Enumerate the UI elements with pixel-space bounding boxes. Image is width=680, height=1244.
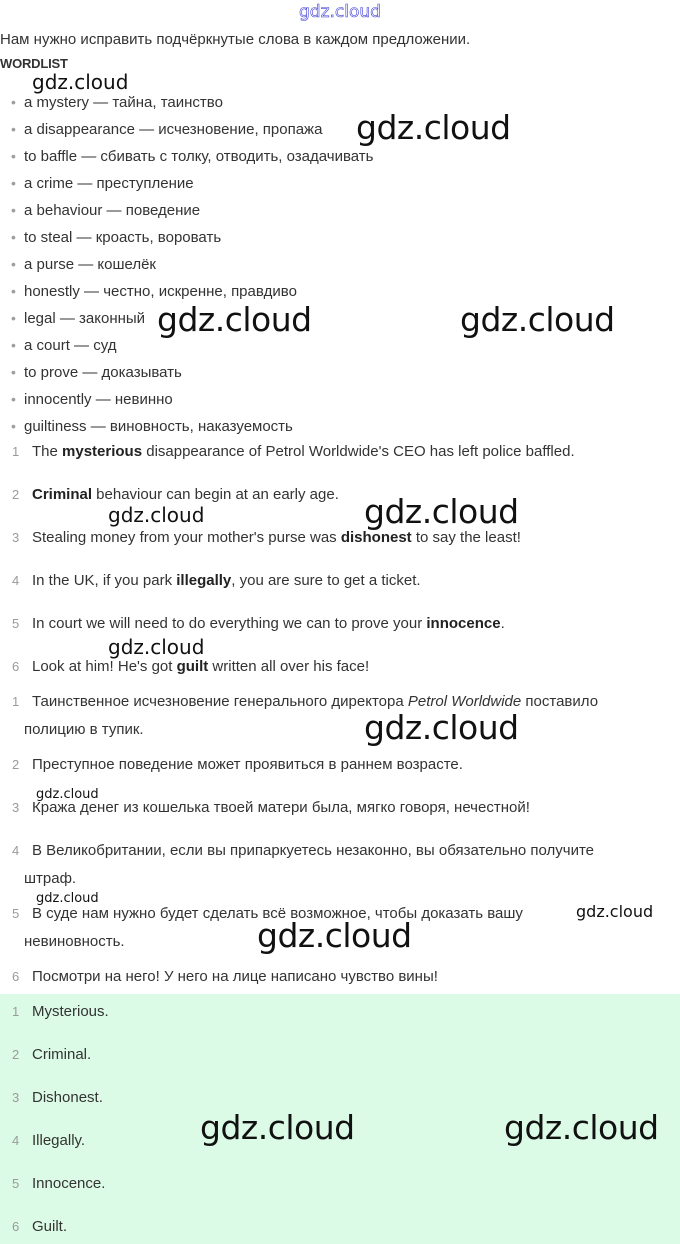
translation-text: В суде нам нужно будет сделать всё возможное, чтобы доказать вашу [32, 905, 523, 922]
sentence-item [0, 441, 680, 463]
sentence-text: The mysterious disappearance of Petrol Worldwide's CEO has left police baffled. [32, 443, 575, 460]
translation-item [0, 797, 680, 819]
translation-number: 1 [12, 694, 20, 709]
corrected-word: illegally [176, 572, 232, 589]
answer-item [0, 1173, 680, 1195]
watermark: gdz.cloud [257, 916, 412, 955]
answer-text: Illegally. [32, 1132, 86, 1149]
translation-number: 3 [12, 800, 20, 815]
bullet-icon: • [11, 391, 16, 407]
bullet-icon: • [11, 229, 16, 245]
answer-item [0, 1001, 680, 1023]
wordlist-item [0, 251, 680, 278]
watermark: gdz.cloud [364, 708, 519, 747]
wordlist-item-text: a court — суд [24, 337, 117, 354]
translation-item [0, 691, 680, 741]
answer-item [0, 1044, 680, 1066]
watermark: gdz.cloud [504, 1108, 659, 1147]
wordlist-item [0, 386, 680, 413]
corrected-word: dishonest [340, 529, 412, 546]
bullet-icon: • [11, 202, 16, 218]
wordlist-item [0, 116, 680, 143]
bullet-icon: • [11, 94, 16, 110]
translation-text: Преступное поведение может проявиться в раннем возрасте. [32, 756, 463, 773]
sentence-text: Look at him! He's got guilt written all over his face! [32, 658, 370, 675]
sentence-number: 3 [12, 530, 20, 545]
wordlist-item-text: legal — законный [24, 310, 146, 327]
translation-text: Посмотри на него! У него на лице написано чувство вины! [32, 968, 438, 985]
answer-number: 5 [12, 1176, 20, 1191]
bullet-icon: • [11, 283, 16, 299]
translation-text-continued: невиновность. [24, 933, 125, 950]
translation-text: Кража денег из кошелька твоей матери была, мягко говоря, нечестной! [32, 799, 530, 816]
wordlist-item-text: to baffle — сбивать с толку, отводить, озадачивать [24, 148, 374, 165]
translation-text-continued: штраф. [24, 870, 77, 887]
watermark: gdz.cloud [576, 902, 654, 921]
translation-number: 6 [12, 969, 20, 984]
translation-text: Таинственное исчезновение генерального директора Petrol Worldwide поставило [32, 693, 599, 710]
wordlist-item-text: guiltiness — виновность, наказуемость [24, 418, 293, 435]
wordlist-heading: WORDLIST [0, 56, 68, 71]
corrected-word: guilt [176, 658, 209, 675]
wordlist-item [0, 143, 680, 170]
wordlist-item-text: to prove — доказывать [24, 364, 182, 381]
answer-number: 4 [12, 1133, 20, 1148]
answer-item [0, 1087, 680, 1109]
watermark: gdz.cloud [356, 108, 511, 147]
answer-text: Innocence. [32, 1175, 106, 1192]
translation-item [0, 966, 680, 988]
watermark: gdz.cloud [108, 503, 205, 527]
watermark: gdz.cloud [460, 300, 615, 339]
bullet-icon: • [11, 337, 16, 353]
watermark: gdz.cloud [36, 787, 99, 802]
answer-number: 1 [12, 1004, 20, 1019]
sentence-item [0, 527, 680, 549]
company-name: Petrol Worldwide [407, 693, 522, 710]
sentence-number: 4 [12, 573, 20, 588]
answer-number: 3 [12, 1090, 20, 1105]
watermark: gdz.cloud [157, 300, 312, 339]
watermark: gdz.cloud [108, 635, 205, 659]
translation-number: 2 [12, 757, 20, 772]
sentence-text: Criminal behaviour can begin at an early age. [32, 486, 339, 503]
sentence-item [0, 613, 680, 635]
corrected-word: mysterious [62, 443, 143, 460]
translation-text: В Великобритании, если вы припаркуетесь незаконно, вы обязательно получите [32, 842, 595, 859]
translation-text-continued: полицию в тупик. [24, 721, 144, 738]
wordlist-item [0, 359, 680, 386]
bullet-icon: • [11, 418, 16, 434]
site-title[interactable]: gdz.cloud [299, 2, 381, 22]
watermark: gdz.cloud [36, 891, 99, 906]
sentence-number: 5 [12, 616, 20, 631]
translation-number: 4 [12, 843, 20, 858]
bullet-icon: • [11, 310, 16, 326]
wordlist-item-text: a disappearance — исчезновение, пропажа [24, 121, 323, 138]
answer-number: 2 [12, 1047, 20, 1062]
bullet-icon: • [11, 121, 16, 137]
translation-item [0, 754, 680, 776]
translation-item [0, 840, 680, 890]
wordlist-item-text: a crime — преступление [24, 175, 194, 192]
sentence-text: Stealing money from your mother's purse was dishonest to say the least! [32, 529, 521, 546]
sentence-item [0, 570, 680, 592]
wordlist-item [0, 170, 680, 197]
watermark: gdz.cloud [364, 492, 519, 531]
sentence-text: In court we will need to do everything we can to prove your innocence. [32, 615, 505, 632]
sentence-number: 2 [12, 487, 20, 502]
sentence-item [0, 656, 680, 678]
sentence-number: 1 [12, 444, 20, 459]
watermark: gdz.cloud [200, 1108, 355, 1147]
answer-text: Mysterious. [32, 1003, 109, 1020]
answer-number: 6 [12, 1219, 20, 1234]
answer-text: Criminal. [32, 1046, 92, 1063]
wordlist-item-text: innocently — невинно [24, 391, 173, 408]
wordlist-item [0, 413, 680, 440]
watermark: gdz.cloud [32, 70, 129, 94]
wordlist-item [0, 197, 680, 224]
wordlist-item-text: a mystery — тайна, таинство [24, 94, 223, 111]
sentence-text: In the UK, if you park illegally, you are sure to get a ticket. [32, 572, 421, 589]
answer-text: Dishonest. [32, 1089, 103, 1106]
intro-text: Нам нужно исправить подчёркнутые слова в каждом предложении. [0, 31, 471, 48]
bullet-icon: • [11, 148, 16, 164]
corrected-word: Criminal [32, 486, 93, 503]
bullet-icon: • [11, 364, 16, 380]
translation-number: 5 [12, 906, 20, 921]
wordlist-item-text: a purse — кошелёк [24, 256, 156, 273]
wordlist [0, 89, 680, 440]
wordlist-item-text: a behaviour — поведение [24, 202, 201, 219]
wordlist-item [0, 224, 680, 251]
sentence-number: 6 [12, 659, 20, 674]
wordlist-item-text: to steal — кроасть, воровать [24, 229, 222, 246]
wordlist-item-text: honestly — честно, искренне, правдиво [24, 283, 297, 300]
bullet-icon: • [11, 175, 16, 191]
corrected-word: innocence [426, 615, 501, 632]
answer-item [0, 1216, 680, 1238]
answer-text: Guilt. [32, 1218, 68, 1235]
sentence-item [0, 484, 680, 506]
bullet-icon: • [11, 256, 16, 272]
